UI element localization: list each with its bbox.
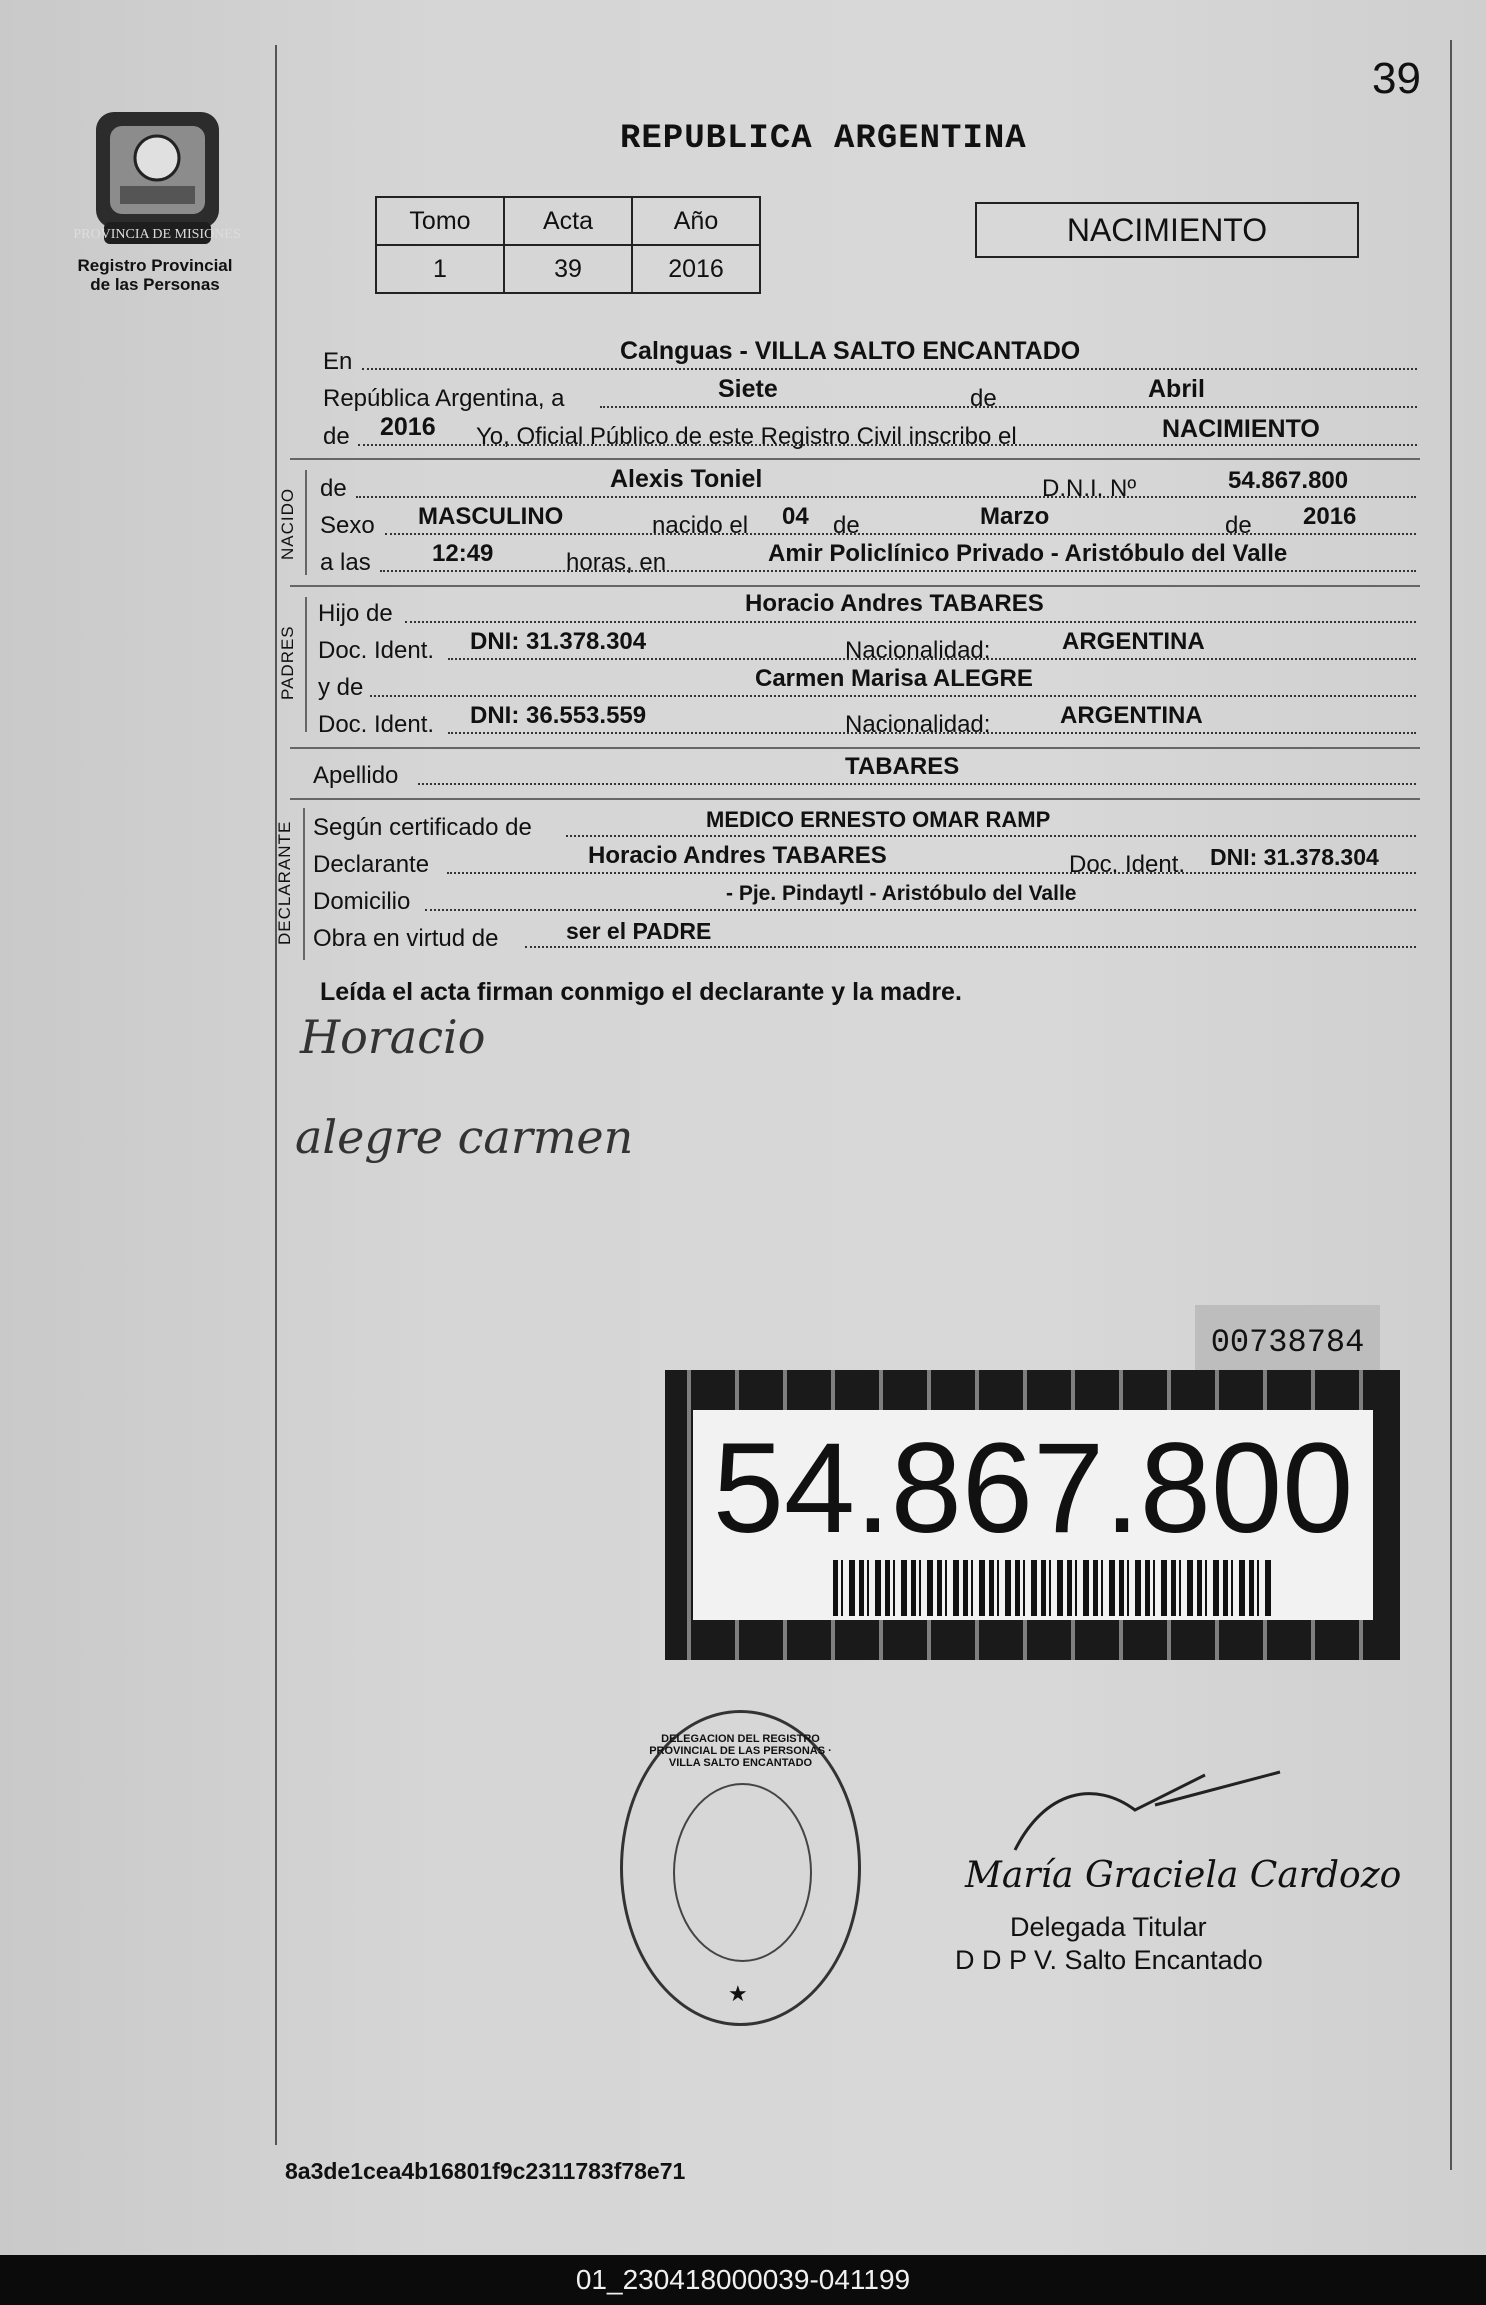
section-divider [290, 458, 1420, 460]
domicilio-label: Domicilio [313, 888, 411, 915]
inscribe-type: NACIMIENTO [1162, 415, 1320, 443]
obra-value: ser el PADRE [566, 918, 712, 944]
dni-sticker [665, 1370, 1400, 1660]
header-acta: Acta [504, 197, 632, 245]
de-label: de [833, 512, 860, 539]
nacido-label: nacido el [652, 512, 749, 539]
value-anio: 2016 [632, 245, 760, 293]
registration-month: Abril [1148, 375, 1205, 403]
value-tomo: 1 [376, 245, 504, 293]
sticker-inner [693, 1410, 1373, 1620]
declarant-signature: Horacio [300, 1010, 486, 1064]
svg-text:PROVINCIA DE MISIONES: PROVINCIA DE MISIONES [73, 227, 241, 242]
dotted-line [405, 621, 1416, 623]
nacido-section-label: NACIDO [278, 487, 297, 560]
registration-year: 2016 [380, 413, 436, 441]
birth-time: 12:49 [432, 540, 494, 567]
dotted-line [447, 872, 1416, 874]
birth-month: Marzo [980, 503, 1050, 530]
seal-text: DELEGACION DEL REGISTRO PROVINCIAL DE LAS PERSONAS · VILLA SALTO ENCANTADO [649, 1733, 832, 1769]
official-name: María Graciela Cardozo [965, 1855, 1402, 1896]
nacionalidad-label: Nacionalidad: [845, 637, 991, 664]
dotted-line [362, 368, 1417, 370]
act-type-box: NACIMIENTO [975, 202, 1359, 258]
dotted-line [418, 783, 1416, 785]
father-name: Horacio Andres TABARES [745, 590, 1044, 617]
child-sex: MASCULINO [418, 503, 564, 530]
closing-text: Leída el acta firman conmigo el declarante y la madre. [320, 978, 962, 1006]
dotted-line [425, 909, 1416, 911]
document-title: REPUBLICA ARGENTINA [620, 120, 1027, 158]
dni-label: D.N.I. Nº [1042, 475, 1137, 502]
en-label: En [323, 348, 353, 375]
dotted-line [370, 695, 1416, 697]
section-divider [290, 747, 1420, 749]
de-label: de [323, 423, 350, 450]
dotted-line [380, 570, 1416, 572]
father-nationality: ARGENTINA [1062, 628, 1205, 655]
right-margin-line [1450, 40, 1452, 2170]
official-role: Delegada Titular [1010, 1912, 1207, 1942]
dotted-line [356, 496, 1416, 498]
section-divider [290, 585, 1420, 587]
hijo-label: Hijo de [318, 600, 393, 627]
birth-year: 2016 [1303, 503, 1357, 530]
registration-place: Calnguas - VILLA SALTO ENCANTADO [620, 337, 1081, 365]
doc-label: Doc. Ident. [318, 711, 435, 738]
doc-label: Doc. Ident. [1069, 851, 1186, 878]
dotted-line [525, 946, 1416, 948]
declarant-doc: DNI: 31.378.304 [1210, 844, 1379, 870]
father-doc: DNI: 31.378.304 [470, 628, 647, 655]
registry-label-line2: de las Personas [90, 275, 220, 294]
barcode-icon [833, 1560, 1273, 1616]
cert-label: Según certificado de [313, 814, 532, 841]
header-tomo: Tomo [376, 197, 504, 245]
official-seal [620, 1710, 861, 2026]
value-acta: 39 [504, 245, 632, 293]
section-divider [290, 798, 1420, 800]
tomo-acta-table [375, 196, 761, 294]
mother-name: Carmen Marisa ALEGRE [755, 665, 1033, 692]
nacionalidad-label: Nacionalidad: [845, 711, 991, 738]
header-anio: Año [632, 197, 760, 245]
declarant-address: - Pje. Pindaytl - Aristóbulo del Valle [726, 882, 1077, 905]
nacido-bracket [305, 470, 307, 575]
dotted-line [600, 406, 1417, 408]
mother-nationality: ARGENTINA [1060, 702, 1203, 729]
serial-number: 00738784 [1195, 1305, 1380, 1380]
de-label: de [970, 385, 997, 412]
doc-label: Doc. Ident. [318, 637, 435, 664]
declarant-name: Horacio Andres TABARES [588, 842, 887, 869]
sticker-dni-number: 54.867.800 [712, 1417, 1354, 1560]
alas-label: a las [320, 549, 371, 576]
padres-section-label: PADRES [278, 625, 297, 700]
star-icon: ★ [728, 1981, 748, 2006]
birth-place: Amir Policlínico Privado - Aristóbulo del Valle [768, 540, 1288, 567]
mother-signature: alegre carmen [295, 1110, 634, 1164]
registration-day: Siete [718, 375, 778, 403]
horas-label: horas, en [566, 549, 667, 576]
de-label: de [320, 475, 347, 502]
yde-label: y de [318, 674, 364, 701]
province-crest-icon [73, 100, 241, 250]
declarante-section-label: DECLARANTE [275, 820, 294, 945]
sexo-label: Sexo [320, 512, 375, 539]
padres-bracket [305, 597, 307, 732]
registry-label-line1: Registro Provincial [77, 256, 233, 275]
official-place: D D P V. Salto Encantado [955, 1945, 1263, 1975]
registry-label [60, 256, 250, 294]
declarante-bracket [303, 808, 305, 960]
certificate-doctor: MEDICO ERNESTO OMAR RAMP [706, 807, 1051, 832]
dotted-line [385, 533, 1416, 535]
declarante-label: Declarante [313, 851, 430, 878]
dotted-line [566, 835, 1416, 837]
apellido-value: TABARES [845, 753, 960, 780]
child-dni: 54.867.800 [1228, 467, 1349, 494]
apellido-label: Apellido [313, 762, 399, 789]
de-label: de [1225, 512, 1252, 539]
official-signature-icon [1005, 1770, 1285, 1860]
birth-day: 04 [782, 503, 809, 530]
republica-label: República Argentina, a [323, 385, 565, 412]
left-margin-line [275, 45, 277, 2145]
mother-doc: DNI: 36.553.559 [470, 702, 647, 729]
document-hash: 8a3de1cea4b16801f9c2311783f78e71 [285, 2158, 686, 2184]
child-name: Alexis Toniel [610, 465, 763, 493]
obra-label: Obra en virtud de [313, 925, 499, 952]
oficial-text: Yo, Oficial Público de este Registro Civil inscribo el [476, 423, 1017, 450]
page-number: 39 [1372, 54, 1421, 103]
seal-emblem-icon [673, 1783, 812, 1962]
file-footer: 01_230418000039-041199 [0, 2255, 1486, 2305]
